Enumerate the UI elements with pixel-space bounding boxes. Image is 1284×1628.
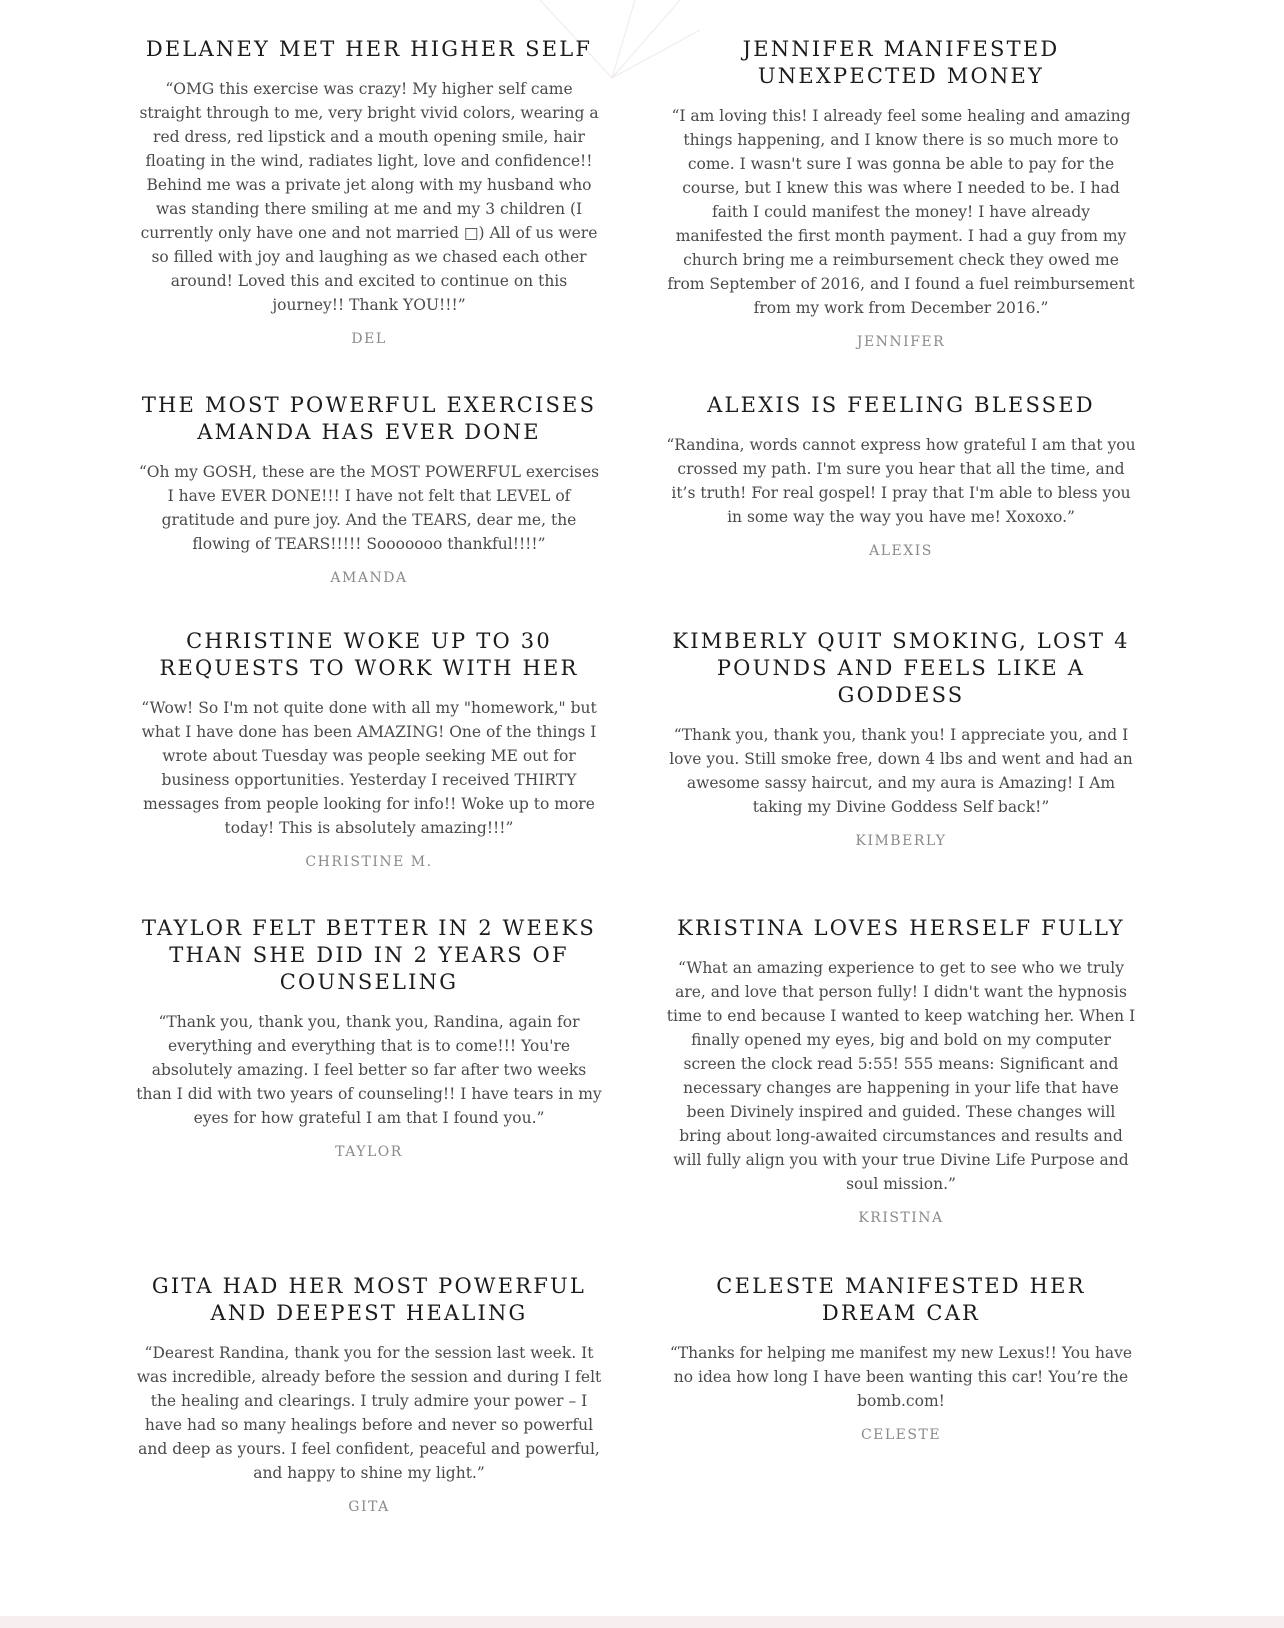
testimonial-title: CELESTE MANIFESTED HER DREAM CAR <box>716 1274 1086 1325</box>
testimonial-card <box>134 1273 604 1515</box>
testimonial-quote: “What an amazing experience to get to see who we truly are, and love that person fully! I didn't want the hypnosis time to end because I wanted to keep watching her. When I finally opened my eyes, big and bold on my computer screen the clock read 5:55! 555 means: Significant and necessary changes are happening in your life that have been Divinely inspired and guided. These changes will bring about long-awaited circumstances and results and will fully align you with your true Divine Life Purpose and soul mission.” <box>666 959 1136 1193</box>
testimonial-author: KRISTINA <box>858 1210 944 1226</box>
footer-band <box>0 1616 1284 1628</box>
testimonial-quote: “Oh my GOSH, these are the MOST POWERFUL exercises I have EVER DONE!!! I have not felt that LEVEL of gratitude and pure joy. And the TEARS, dear me, the flowing of TEARS!!!!! Sooooooo thankful!!!!” <box>138 463 600 553</box>
testimonial-title: KIMBERLY QUIT SMOKING, LOST 4 POUNDS AND FEELS LIKE A GODDESS <box>672 629 1130 707</box>
testimonial-card <box>666 628 1136 849</box>
testimonial-quote: “Thank you, thank you, thank you, Randina, again for everything and everything that is to come!!! You're absolutely amazing. I feel better so far after two weeks than I did with two years of counseling!! I have tears in my eyes for how grateful I am that I found you.” <box>136 1013 602 1127</box>
testimonial-card <box>666 1273 1136 1443</box>
testimonial-title: DELANEY MET HER HIGHER SELF <box>145 37 593 61</box>
testimonial-card <box>666 392 1136 559</box>
testimonial-title: ALEXIS IS FEELING BLESSED <box>707 393 1095 417</box>
testimonial-quote: “Thanks for helping me manifest my new Lexus!! You have no idea how long I have been wanting this car! You’re the bomb.com! <box>669 1344 1133 1410</box>
testimonial-quote: “Randina, words cannot express how grateful I am that you crossed my path. I'm sure you hear that all the time, and it’s truth! For real gospel! I pray that I'm able to bless you in some way the way you have me! Xoxoxo.” <box>666 436 1136 526</box>
testimonial-quote: “Dearest Randina, thank you for the session last week. It was incredible, already before the session and during I felt the healing and clearings. I truly admire your power – I have had so many healings before and never so powerful and deep as yours. I feel confident, peaceful and powerful, and happy to shine my light.” <box>136 1344 602 1482</box>
testimonial-title: THE MOST POWERFUL EXERCISES AMANDA HAS EVER DONE <box>141 393 597 444</box>
testimonial-author: GITA <box>348 1499 390 1515</box>
testimonial-author: CELESTE <box>860 1427 942 1443</box>
testimonial-quote: “Wow! So I'm not quite done with all my "homework," but what I have done has been AMAZING! One of the things I wrote about Tuesday was people seeking ME out for business opportunities. Yesterday I received THIRTY messages from people looking for info!! Woke up to more today! This is absolutely amazing!!!” <box>141 699 597 837</box>
testimonial-card <box>134 392 604 586</box>
testimonial-card <box>666 915 1136 1226</box>
testimonial-title: CHRISTINE WOKE UP TO 30 REQUESTS TO WORK WITH HER <box>159 629 579 680</box>
testimonial-title: JENNIFER MANIFESTED UNEXPECTED MONEY <box>742 37 1060 88</box>
testimonial-card <box>134 915 604 1160</box>
testimonial-author: TAYLOR <box>335 1144 403 1160</box>
testimonial-title: KRISTINA LOVES HERSELF FULLY <box>677 916 1125 940</box>
testimonial-card <box>134 36 604 347</box>
testimonial-title: GITA HAD HER MOST POWERFUL AND DEEPEST HEALING <box>151 1274 587 1325</box>
testimonial-quote: “I am loving this! I already feel some healing and amazing things happening, and I know there is so much more to come. I wasn't sure I was gonna be able to pay for the course, but I knew this was where I needed to be. I had faith I could manifest the money! I have already manifested the first month payment. I had a guy from my church bring me a reimbursement check they owed me from September of 2016, and I found a fuel reimbursement from my work from December 2016.” <box>667 107 1135 317</box>
testimonial-card <box>134 628 604 870</box>
testimonial-author: CHRISTINE M. <box>305 854 433 870</box>
testimonial-author: DEL <box>351 331 387 347</box>
testimonial-title: TAYLOR FELT BETTER IN 2 WEEKS THAN SHE DID IN 2 YEARS OF COUNSELING <box>142 916 596 994</box>
testimonial-quote: “OMG this exercise was crazy! My higher self came straight through to me, very bright vivid colors, wearing a red dress, red lipstick and a mouth opening smile, hair floating in the wind, radiates light, love and confidence!! Behind me was a private jet along with my husband who was standing there smiling at me and my 3 children (I currently only have one and not married □) All of us were so filled with joy and laughing as we chased each other around! Loved this and excited to continue on this journey!! Thank YOU!!!” <box>139 80 599 314</box>
testimonial-author: ALEXIS <box>869 543 933 559</box>
testimonial-author: JENNIFER <box>856 334 946 350</box>
testimonial-card <box>666 36 1136 350</box>
testimonial-author: KIMBERLY <box>855 833 947 849</box>
testimonial-quote: “Thank you, thank you, thank you! I appreciate you, and I love you. Still smoke free, down 4 lbs and went and had an awesome sassy haircut, and my aura is Amazing! I Am taking my Divine Goddess Self back!” <box>669 726 1133 816</box>
testimonial-author: AMANDA <box>330 570 408 586</box>
